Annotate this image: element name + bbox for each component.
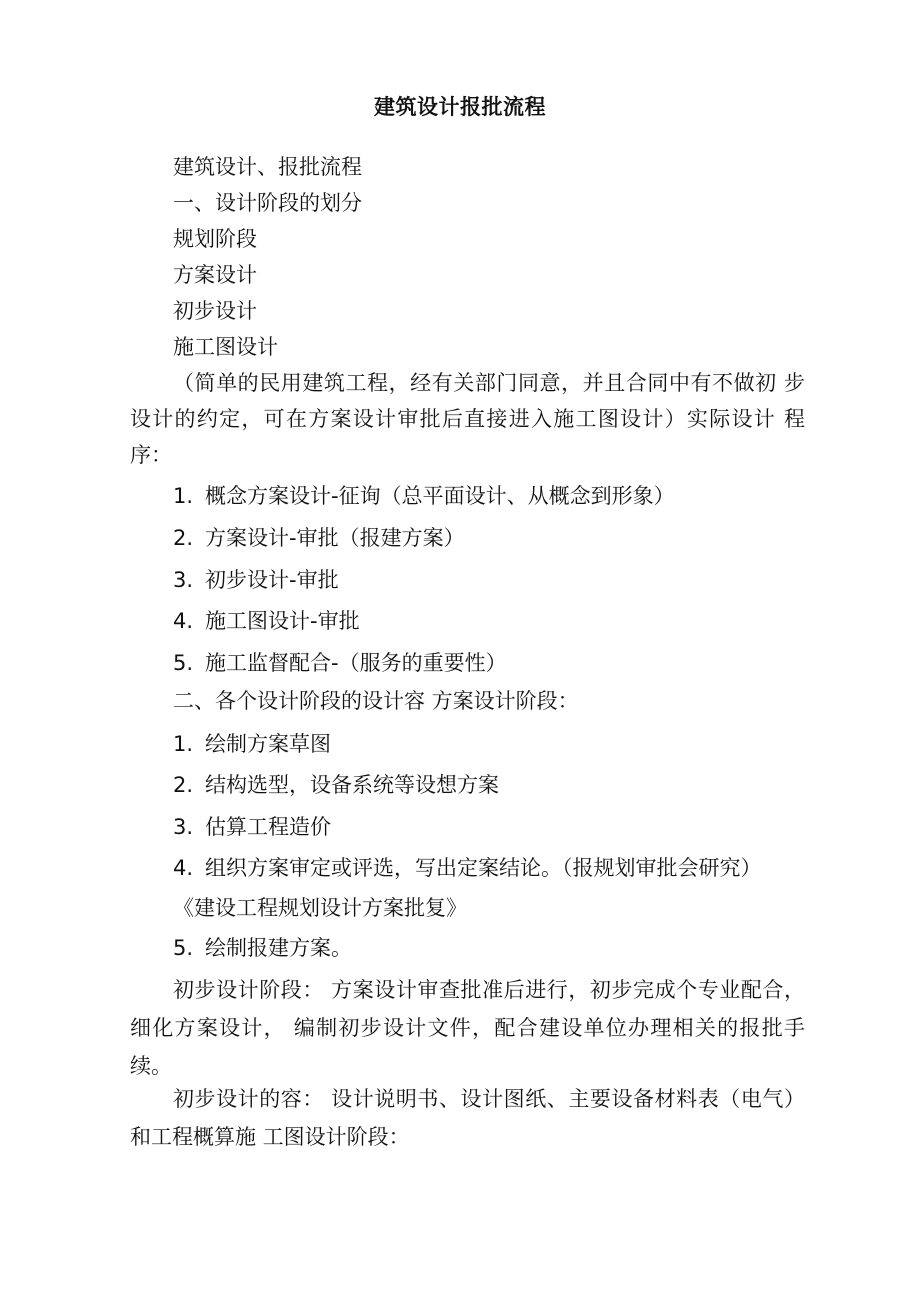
step-text: 初步设计-审批: [205, 568, 339, 592]
heading-line: 方案设计: [173, 263, 257, 287]
item-number: 5.: [173, 936, 194, 960]
heading-line: 建筑设计、报批流程: [173, 155, 362, 179]
item-text: 结构选型，设备系统等设想方案: [205, 773, 499, 797]
scheme-item: [173, 933, 352, 963]
scheme-item: [173, 770, 499, 800]
step-number: 1.: [173, 484, 194, 508]
heading-line: 初步设计: [173, 299, 257, 323]
scheme-item: [173, 812, 331, 842]
step-item: [173, 565, 339, 595]
step-item: [173, 481, 675, 511]
document-title: 建筑设计报批流程: [374, 95, 546, 119]
item-text: 估算工程造价: [205, 815, 331, 839]
prelim-content-paragraph: 初步设计的容： 设计说明书、设计图纸、主要设备材料表（电气）和工程概算施 工图设计阶段：: [130, 1087, 805, 1149]
item-number: 1.: [173, 732, 194, 756]
item-text: 绘制报建方案。: [205, 936, 352, 960]
item-text: 绘制方案草图: [205, 732, 331, 756]
item-number: 2.: [173, 773, 194, 797]
item-number: 4.: [173, 856, 194, 880]
heading-line: 规划阶段: [173, 227, 257, 251]
step-number: 4.: [173, 609, 194, 633]
step-text: 方案设计-审批（报建方案）: [205, 526, 465, 550]
step-item: [173, 606, 360, 636]
heading-line: 施工图设计: [173, 335, 278, 359]
step-text: 施工图设计-审批: [205, 609, 360, 633]
step-text: 概念方案设计-征询（总平面设计、从概念到形象）: [205, 484, 675, 508]
item-text: 组织方案审定或评选，写出定案结论。（报规划审批会研究） 《建设工程规划设计方案批复》: [173, 856, 762, 920]
step-number: 2.: [173, 526, 194, 550]
prelim-stage-paragraph: 初步设计阶段： 方案设计审查批准后进行，初步完成个专业配合，细化方案设计， 编制初步设计文件，配合建设单位办理相关的报批手续。: [130, 978, 805, 1078]
step-item: [173, 523, 465, 553]
scheme-item: [173, 848, 783, 928]
step-item: [173, 648, 507, 678]
step-number: 3.: [173, 568, 194, 592]
section-heading: 二、各个设计阶段的设计容 方案设计阶段：: [173, 689, 579, 713]
scheme-item: [173, 729, 331, 759]
step-text: 施工监督配合-（服务的重要性）: [205, 651, 507, 675]
step-number: 5.: [173, 651, 194, 675]
note-paragraph: （简单的民用建筑工程，经有关部门同意，并且合同中有不做初 步设计的约定，可在方案设计审批后直接进入施工图设计）实际设计 程序：: [130, 371, 805, 467]
item-number: 3.: [173, 815, 194, 839]
heading-line: 一、设计阶段的划分: [173, 191, 362, 215]
